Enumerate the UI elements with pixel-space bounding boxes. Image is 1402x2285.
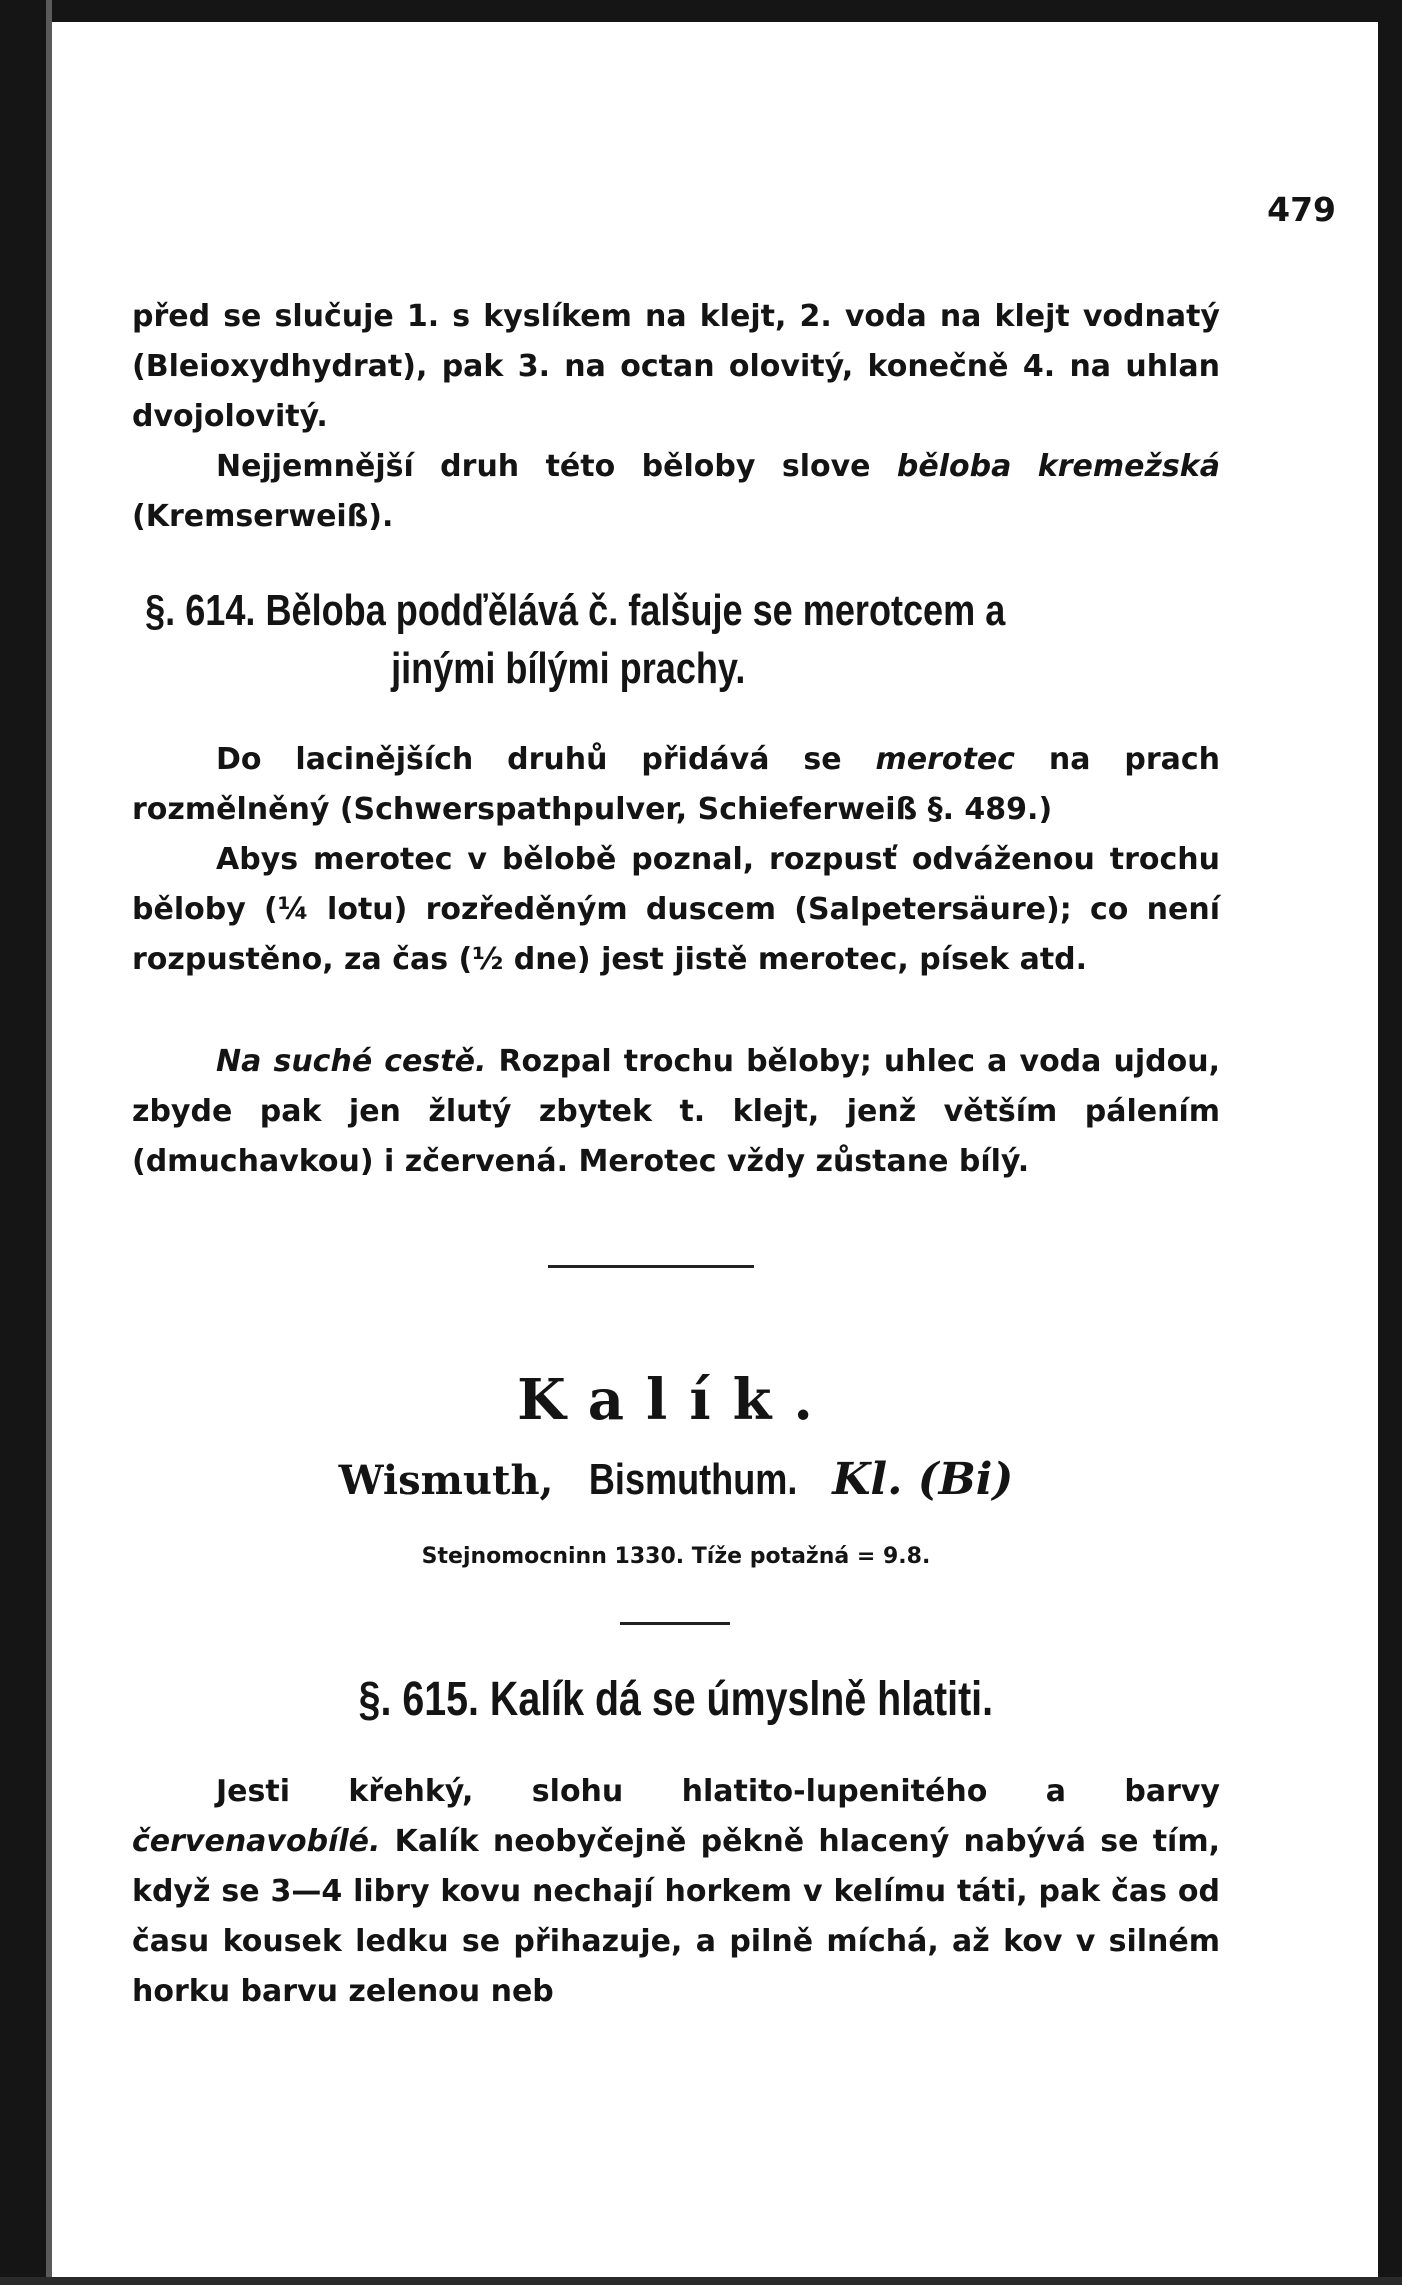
german-name: Wismuth, <box>338 1457 554 1504</box>
paragraph-test: Abys merotec v bělobě poznal, rozpusť odváženou trochu běloby (¼ lotu) rozředěným duscem (Salpetersäure); co není rozpustěno, za čas (½ dne) jest jistě merotec, písek atd. <box>132 842 1220 977</box>
section-614-heading <box>132 582 1037 698</box>
section-divider <box>548 1265 754 1268</box>
section-614-line2: jinými bílými prachy. <box>391 644 746 693</box>
para5-italic-lead: Na suché cestě. <box>216 1044 487 1079</box>
element-metadata: Stejnomocninn 1330. Tíže potažná = 9.8. <box>421 1544 931 1569</box>
paragraph-merotec <box>132 735 1220 835</box>
scan-border-bottom <box>0 2277 1402 2285</box>
section-614-line1: §. 614. Běloba podďělává č. falšuje se merotcem a <box>145 586 1006 635</box>
section-615-text: §. 615. Kalík dá se úmyslně hlatiti. <box>358 1673 994 1726</box>
para6-pre: Jesti křehký, slohu hlatito-lupenitého a barvy <box>216 1774 1220 1809</box>
para6-italic-term: červenavobílé. <box>132 1824 381 1859</box>
para3-post: na prach rozmělněný (Schwerspathpulver, Schieferweiß §. 489.) <box>132 742 1220 827</box>
para2-post: (Kremserweiß). <box>132 499 394 534</box>
para5-post: Rozpal trochu běloby; uhlec a voda ujdou, zbyde pak jen žlutý zbytek t. klejt, jenž větším pálením (dmuchavkou) i zčervená. Merotec vždy zůstane bílý. <box>132 1044 1220 1179</box>
element-names <box>132 1454 1220 1505</box>
scan-border-right <box>1378 0 1402 2285</box>
section-615-heading <box>132 1672 1220 1727</box>
para2-line <box>132 442 1220 542</box>
para2-pre: Nejjemnější druh této běloby slove <box>216 449 897 484</box>
latin-name: Bismuthum. <box>588 1455 798 1504</box>
para1-text: před se slučuje 1. s kyslíkem na klejt, 2. voda na klejt vodnatý (Bleioxydhydrat), pak 3. na octan olovitý, konečně 4. na uhlan dvojolovitý. <box>132 299 1220 434</box>
para3-italic-term: merotec <box>875 742 1015 777</box>
paragraph-continuation <box>132 292 1220 542</box>
paragraph-dry-test <box>132 1037 1220 1187</box>
book-page <box>52 22 1378 2277</box>
scan-border-top <box>0 0 1402 22</box>
para6-post: Kalík neobyčejně pěkně hlacený nabývá se tím, když se 3—4 libry kovu nechají horkem v kelímu táti, pak čas od času kousek ledku se přihazuje, a pilně míchá, až kov v silném horku barvu zelenou neb <box>132 1824 1220 2009</box>
para3-pre: Do lacinějších druhů přidává se <box>216 742 876 777</box>
section-divider-short <box>620 1622 730 1625</box>
page-number: 479 <box>1267 190 1336 229</box>
paragraph-kalik <box>132 1767 1220 2017</box>
scan-border-left <box>0 0 46 2285</box>
element-title: Kalík. <box>517 1367 835 1433</box>
para2-italic-term: běloba kremežská <box>896 449 1220 484</box>
element-class: Kl. (Bi) <box>832 1454 1014 1505</box>
